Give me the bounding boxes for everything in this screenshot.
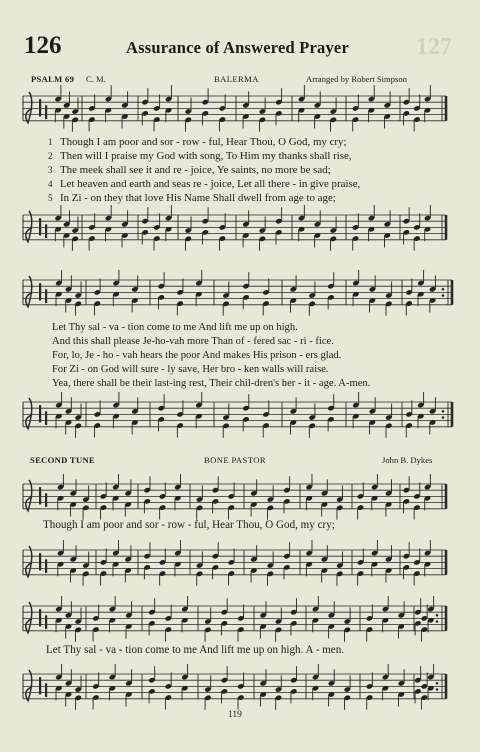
psalm-reference: PSALM 69 — [31, 74, 75, 84]
bleed-through-number: 127 — [416, 34, 452, 60]
verse-line: Let Thy sal - va - tion come to me And lift me up on high. — [52, 322, 298, 333]
verse-line: 4 Let heaven and earth and seas re - joice, Let all there - in give praise, — [48, 178, 361, 190]
tune-name: BONE PASTOR — [204, 455, 266, 465]
music-staff-bass-4 — [0, 664, 480, 710]
hymn-title: Assurance of Answered Prayer — [126, 38, 349, 57]
verse-line: 5 In Zi - on they that love His Name Shall dwell from age to age; — [48, 192, 336, 204]
verse-line: 3 The meek shall see it and re - joice, Ye saints, no more be sad; — [48, 164, 331, 176]
music-staff-treble-1 — [0, 84, 480, 134]
tune-name: BALERMA — [214, 74, 259, 84]
music-staff-bass-3 — [0, 540, 480, 586]
verse-line: For Zi - on God will sure - ly save, Her bro - ken walls will raise. — [52, 364, 329, 375]
music-staff-bass-2 — [0, 392, 480, 438]
music-staff-bass-1 — [0, 205, 480, 251]
second-tune-label: SECOND TUNE — [30, 455, 95, 465]
meter: C. M. — [86, 74, 106, 84]
music-staff-treble-4 — [0, 596, 480, 642]
verse-line: Yea, there shall be their last-ing rest, Their chil-dren's her - it - age. A-men. — [52, 378, 371, 389]
verse-line: 1 Though I am poor and sor - row - ful, Hear Thou, O God, my cry; — [48, 136, 347, 148]
music-staff-treble-2 — [0, 270, 480, 316]
verse-line: Though I am poor and sor - row - ful, Hear Thou, O God, my cry; — [43, 519, 335, 531]
verse-line: Let Thy sal - va - tion come to me And lift me up on high. A - men. — [46, 644, 345, 656]
composer-credit: John B. Dykes — [382, 455, 433, 465]
verse-line: And this shall please Je-ho-vah more Than of - fered sac - ri - fice. — [52, 336, 334, 347]
hymn-number: 126 — [24, 32, 62, 59]
page-number: 119 — [228, 710, 242, 720]
verse-line: 2 Then will I praise my God with song, To Him my thanks shall rise, — [48, 150, 352, 162]
verse-line: For, lo, Je - ho - vah hears the poor And makes His prison - ers glad. — [52, 350, 342, 361]
arranger-credit: Arranged by Robert Simpson — [306, 74, 407, 84]
music-staff-treble-3 — [0, 474, 480, 520]
